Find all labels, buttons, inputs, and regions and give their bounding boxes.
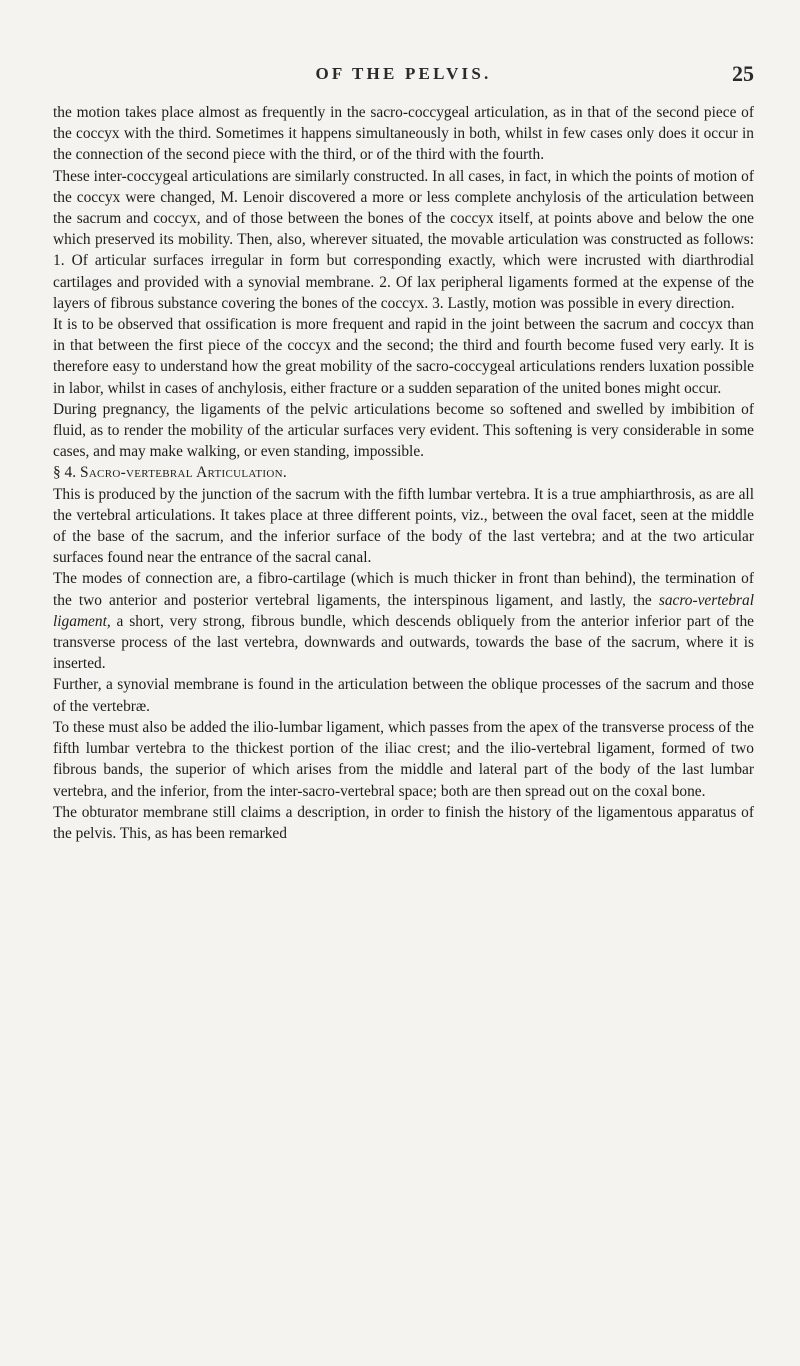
section-number: § 4. [53,464,77,482]
paragraph-4: During pregnancy, the ligaments of the pelvic articulations become so softened and swelled by imbibition of fluid, as to render the mobility of the articular surfaces very evident. This softening is very considerable in some cases, and may make walking, or even standing, impossible. [53,400,754,461]
running-title: OF THE PELVIS. [315,64,492,83]
paragraph-6-italic-term: sacro-vertebral ligament, [53,591,754,630]
paragraph-3: It is to be observed that ossification is more frequent and rapid in the joint between the sacrum and coccyx than in that between the first piece of the coccyx and the second; the third and fourth become fused very early. It is therefore easy to understand how the great mobility of the sacro-coccygeal articulations renders luxation possible in labor, whilst in cases of anchylosis, either fracture or a sudden separation of the united bones might occur. [53,316,754,397]
paragraph-2: These inter-coccygeal articulations are similarly constructed. In all cases, in fact, in which the points of motion of the coccyx were changed, M. Lenoir discovered a more or less complete anchylosis of the articulation between the sacrum and coccyx, and of those between the bones of the coccyx itself, at points above and below the one which preserved its mobility. Then, also, wherever situated, the movable articulation was constructed as follows: 1. Of articular surfaces irregular in form but corresponding exactly, which were incrusted with diarthrodial cartilages and provided with a synovial membrane. 2. Of lax peripheral ligaments formed at the expense of the layers of fibrous substance covering the bones of the coccyx. 3. Lastly, motion was possible in every direction. [53,167,754,312]
paragraph-5: This is produced by the junction of the sacrum with the fifth lumbar vertebra. It is a true amphiarthrosis, as are all the vertebral articulations. It takes place at three different points, viz., between the oval facet, seen at the middle of the base of the sacrum, and the inferior surface of the body of the last vertebra; and at the two articular surfaces found near the entrance of the sacral canal. [53,485,754,567]
page-number: 25 [732,61,754,86]
running-head [53,61,754,96]
paragraph-6-part-2: a short, very strong, fibrous bundle, which descends obliquely from the anterior inferior part of the transverse process of the last vertebra, downwards and outwards, towards the base of the sacrum, where it is inserted. [53,612,754,673]
paragraph-1: the motion takes place almost as frequently in the sacro-coccygeal articulation, as in that of the second piece of the coccyx with the third. Sometimes it happens simultaneously in both, whilst in few cases only does it occur in the connection of the second piece with the third, or of the third with the fourth. [53,104,754,164]
section-heading [53,462,754,483]
paragraph-6-part-1: The modes of connection are, a fibro-cartilage (which is much thicker in front than behind), the termination of the two anterior and posterior vertebral ligaments, the interspinous ligament, and lastly, the [53,570,754,609]
paragraph-9: The obturator membrane still claims a description, in order to finish the history of the ligamentous apparatus of the pelvis. This, as has been remarked [53,803,754,842]
section-title: Sacro-vertebral Articulation. [79,464,288,482]
paragraph-6 [53,568,754,674]
paragraph-7: Further, a synovial membrane is found in the articulation between the oblique processes of the sacrum and those of the vertebræ. [53,676,754,715]
paragraph-8: To these must also be added the ilio-lumbar ligament, which passes from the apex of the transverse process of the fifth lumbar vertebra to the thickest portion of the iliac crest; and the ilio-vertebral ligament, formed of two fibrous bands, the superior of which arises from the middle and lateral part of the body of the last lumbar vertebra, and the inferior, from the inter-sacro-vertebral space; both are then spread out on the coxal bone. [53,718,754,800]
